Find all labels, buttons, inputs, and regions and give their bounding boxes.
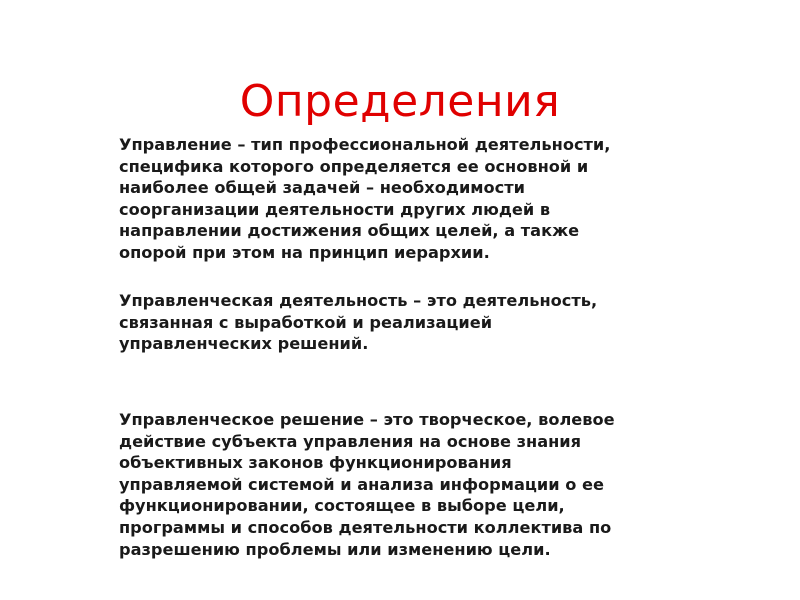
definition-management-decision: Управленческое решение – это творческое, волевое действие субъекта управления на основе знания объективных законов функционирования управляемой системой и анализа информации о ее функционировании, состоящее в выборе цели, программы и способов деятельности коллектива по разрешению проблемы или изменению цели. [119, 410, 615, 559]
slide-title: Определения [239, 76, 561, 127]
definition-management-activity: Управленческая деятельность – это деятельность, связанная с выработкой и реализацией управленческих решений. [119, 291, 598, 354]
definition-management: Управление – тип профессиональной деятельности, специфика которого определяется ее основной и наиболее общей задачей – необходимости соорганизации деятельности других людей в направлении достижения общих целей, а также опорой при этом на принцип иерархии. [119, 135, 611, 262]
